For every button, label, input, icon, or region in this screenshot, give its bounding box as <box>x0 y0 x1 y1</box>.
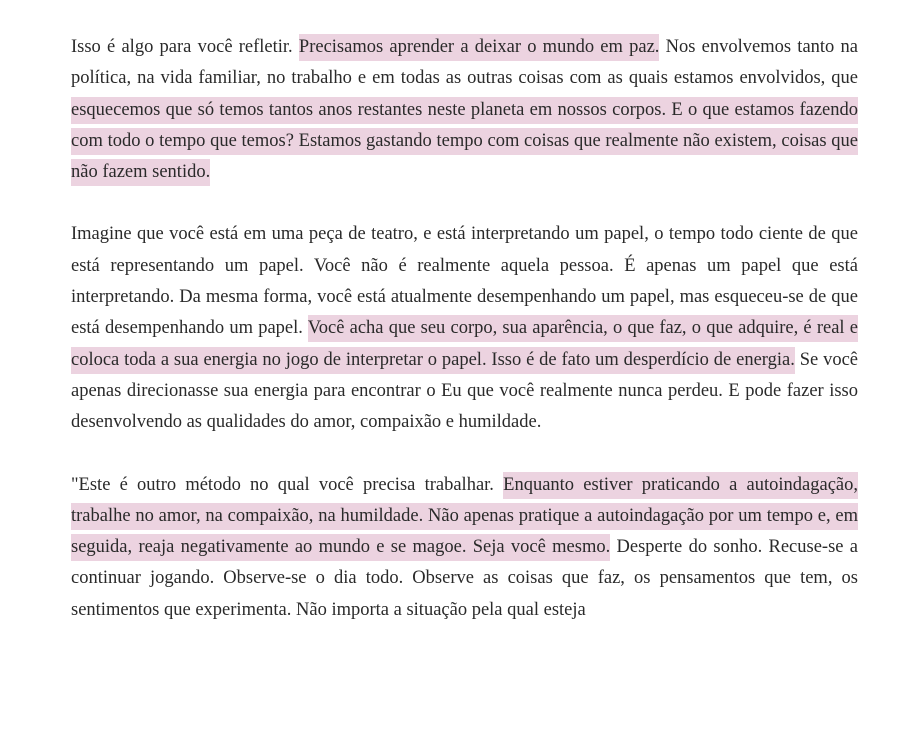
highlighted-text: esquecemos que só temos tantos anos restantes neste planeta em nossos corpos. E o que estamos fazendo com todo o tempo que temos? Estamos gastando tempo com coisas que realmente não existem, coisas que não fazem sentido. <box>71 97 858 187</box>
text-segment: "Este é outro método no qual você precisa trabalhar. <box>71 474 504 495</box>
text-segment: Desperte do sonho. Recuse-se a continuar jogando. Observe-se o dia todo. Observe as coisas que faz, os pensamentos que tem, os sentimentos que experimenta. Não importa a situação pela qual esteja <box>71 537 859 620</box>
highlighted-text: Você acha que seu corpo, sua aparência, o que faz, o que adquire, é real e coloca toda a sua energia no jogo de interpretar o papel. Isso é de fato um desperdício de energia. <box>71 315 858 373</box>
paragraph-1 <box>71 32 858 188</box>
text-segment: Nos envolvemos tanto na política, na vida familiar, no trabalho e em todas as outras coisas com as quais estamos envolvidos, que <box>71 37 858 89</box>
document-page <box>71 32 858 626</box>
paragraph-3 <box>71 470 858 626</box>
text-segment: Imagine que você está em uma peça de teatro, e está interpretando um papel, o tempo todo ciente de que está representando um papel. Você não é realmente aquela pessoa. É apenas um papel que está interpretando. Da mesma forma, você está atualmente desempenhando um papel, mas esqueceu-se de que está desempenhando um papel. <box>71 224 858 339</box>
highlighted-text: Enquanto estiver praticando a autoindagação, trabalhe no amor, na compaixão, na humildade. Não apenas pratique a autoindagação por um tempo e, em seguida, reaja negativamente ao mundo e se magoe. Seja você mesmo. <box>71 472 858 562</box>
paragraph-2 <box>71 219 858 438</box>
text-segment: Isso é algo para você refletir. <box>71 37 299 57</box>
text-segment: Se você apenas direcionasse sua energia para encontrar o Eu que você realmente nunca perdeu. E pode fazer isso desenvolvendo as qualidades do amor, compaixão e humildade. <box>71 349 858 433</box>
highlighted-text: Precisamos aprender a deixar o mundo em paz. <box>299 34 660 61</box>
